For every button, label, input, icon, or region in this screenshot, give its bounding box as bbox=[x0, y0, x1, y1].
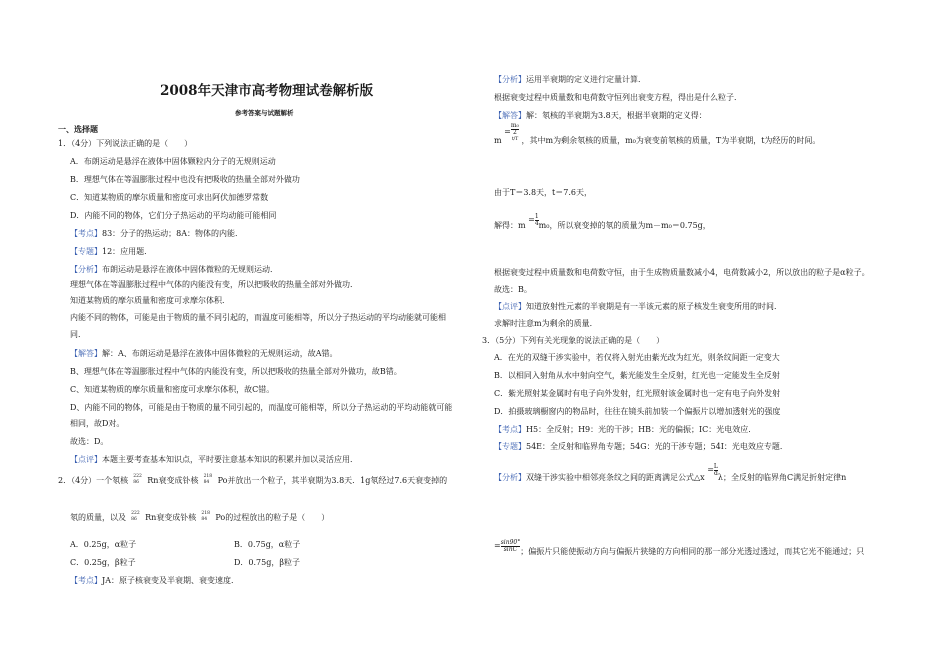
jieda-tag: 【解答】 bbox=[494, 111, 526, 120]
given-values: 由于T＝3.8天，t＝7.6天， bbox=[494, 188, 592, 197]
jieda-text: 解：氡核的半衰期为3.8天，根据半衰期的定义得： bbox=[526, 111, 707, 120]
q1-jieda-line: B、理想气体在等温膨胀过程中气体的内能没有变，所以把吸收的热量全部对外做功，故B错。 bbox=[70, 367, 402, 376]
solve-a: 解得：m bbox=[494, 221, 526, 230]
solve-line bbox=[494, 214, 711, 238]
kaodian-text: JA：原子核衰变及半衰期、衰变速度． bbox=[102, 576, 239, 585]
q2-kaodian bbox=[70, 576, 239, 586]
q3-fenxi bbox=[494, 464, 846, 492]
solve-fraction bbox=[535, 214, 539, 227]
po-symbol: Po bbox=[215, 513, 226, 522]
fraction-numerator: L bbox=[713, 462, 718, 470]
q1-option-c: C．知道某物质的摩尔质量和密度可求出阿伏加德罗常数 bbox=[70, 193, 269, 202]
fraction-numerator: 1 bbox=[534, 212, 539, 220]
spacing-fraction bbox=[714, 464, 718, 477]
q3-option-d: D．拍摄玻璃橱窗内的物品时，往往在镜头前加装一个偏振片以增加透射光的强度 bbox=[494, 407, 781, 416]
solve-b: m₀，所以衰变掉的氡的质量为m－m₀＝0.75g， bbox=[538, 221, 711, 230]
q1-option-d: D．内能不同的物体，它们分子热运动的平均动能可能相同 bbox=[70, 211, 277, 220]
q3-option-b: B．以相同入射角从水中射向空气，紫光能发生全反射，红光也一定能发生全反射 bbox=[494, 371, 780, 380]
q1-jieda-line: 相同，故D对。 bbox=[70, 419, 125, 428]
fraction-denominator bbox=[511, 130, 519, 142]
q2-fenxi-line: 根据衰变过程中质量数和电荷数守恒列出衰变方程，得出是什么粒子． bbox=[494, 93, 742, 102]
q2-option-c: C．0.25g，β粒子 bbox=[70, 558, 136, 567]
q1-fenxi-line: 同． bbox=[70, 330, 86, 339]
rn-symbol: Rn bbox=[145, 513, 157, 522]
rn-mass: 222 bbox=[133, 474, 142, 479]
q3-kaodian bbox=[494, 425, 756, 435]
polonium-nuclide bbox=[201, 513, 215, 523]
zhuanti-text: 54E：全反射和临界角专题；54G：光的干涉专题；54I：光电效应专题． bbox=[526, 442, 788, 451]
zhuanti-tag: 【专题】 bbox=[70, 247, 102, 256]
rn-z: 86 bbox=[133, 480, 140, 485]
kaodian-text: 83：分子的热运动；8A：物体的内能． bbox=[102, 229, 244, 238]
halflife-fraction bbox=[511, 123, 519, 142]
q1-stem: 1．（4分）下列说法正确的是（ ） bbox=[58, 139, 193, 148]
po-symbol: Po bbox=[217, 476, 228, 485]
jieda-text: 解：A、布朗运动是悬浮在液体中固体微粒的无规则运动，故A错。 bbox=[102, 349, 338, 358]
q2-option-a: A．0.25g，α粒子 bbox=[70, 540, 137, 549]
q3-zhuanti bbox=[494, 442, 788, 452]
fenxi-text: 双缝干涉实验中相邻亮条纹之间的距离满足公式△x bbox=[526, 473, 705, 482]
kaodian-tag: 【考点】 bbox=[70, 576, 102, 585]
fenxi-text: 运用半衰期的定义进行定量计算． bbox=[526, 75, 646, 84]
fraction-numerator: m₀ bbox=[510, 121, 519, 129]
rn-z: 86 bbox=[131, 517, 137, 522]
q2-stem-line1 bbox=[58, 476, 447, 486]
fraction-denominator: d bbox=[713, 469, 718, 477]
rn-mass: 222 bbox=[131, 511, 140, 516]
fenxi-eq: = bbox=[707, 465, 714, 474]
dianping-text: 本题主要考查基本知识点，平时要注意基本知识的积累并加以灵活应用． bbox=[102, 455, 358, 464]
fenxi-text: 布朗运动是悬浮在液体中固体微粒的无规则运动． bbox=[102, 265, 278, 274]
po-z: 84 bbox=[203, 480, 210, 485]
fenxi-tag: 【分析】 bbox=[70, 265, 102, 274]
sin-eq: = bbox=[494, 541, 501, 550]
radon-nuclide bbox=[131, 513, 145, 523]
q3-option-a: A．在光的双缝干涉实验中，若仅将入射光由紫光改为红光，则条纹间距一定变大 bbox=[494, 353, 780, 362]
q1-fenxi-line: 理想气体在等温膨胀过程中气体的内能没有变，所以把吸收的热量全部对外做功． bbox=[70, 280, 358, 289]
q1-fenxi-line: 知道某物质的摩尔质量和密度可求摩尔体积． bbox=[70, 296, 230, 305]
formula-text: ，其中m为剩余氡核的质量，m₀为衰变前氡核的质量，T为半衰期，t为经历的时间。 bbox=[521, 136, 821, 145]
q1-jieda bbox=[70, 349, 338, 359]
dianping-text: 知道放射性元素的半衰期是有一半该元素的原子核发生衰变所用的时间． bbox=[526, 302, 782, 311]
fraction-denominator: 4 bbox=[534, 219, 539, 227]
dianping-tag: 【点评】 bbox=[494, 302, 526, 311]
q2-jieda bbox=[494, 111, 707, 121]
q2-choice: 故选：B。 bbox=[494, 285, 532, 294]
q1-fenxi-line: 内能不同的物体，可能是由于物质的量不同引起的，而温度可能相等，所以分子热运动的平均动能就可能相 bbox=[70, 313, 446, 322]
q1-choice: 故选：D。 bbox=[70, 437, 109, 446]
zhuanti-text: 12：应用题． bbox=[102, 247, 153, 256]
section-heading: 一、选择题 bbox=[58, 124, 98, 134]
q1-fenxi bbox=[70, 265, 278, 275]
fraction-numerator: sin90° bbox=[500, 538, 521, 546]
q3-stem: 3．（5分）下列有关光现象的说法正确的是（ ） bbox=[482, 336, 665, 345]
zhuanti-tag: 【专题】 bbox=[494, 442, 526, 451]
q1-jieda-line: D、内能不同的物体，可能是由于物质的量不同引起的，而温度可能相等，所以分子热运动的平均动能就可能 bbox=[70, 403, 453, 412]
q2-dianping-line: 求解时注意m为剩余的质量． bbox=[494, 319, 598, 328]
den-base: 2 bbox=[512, 128, 517, 136]
kaodian-tag: 【考点】 bbox=[494, 425, 526, 434]
jieda-tag: 【解答】 bbox=[70, 349, 102, 358]
page-title: 2008年天津市高考物理试卷解析版 bbox=[160, 83, 374, 99]
q3-sin-line bbox=[494, 538, 865, 563]
fenxi-text-b: λ；全反射的临界角C满足折射定律n bbox=[717, 473, 847, 482]
q2-stem-a: 2．（4分）一个氡核 bbox=[58, 476, 129, 485]
rn-symbol: Rn bbox=[147, 476, 159, 485]
sin-text: ；偏振片只能使振动方向与偏振片狭缝的方向相同的那一部分光透过透过，而其它光不能通过；只 bbox=[520, 547, 865, 556]
q1-kaodian bbox=[70, 229, 243, 239]
po-z: 84 bbox=[201, 517, 208, 522]
fenxi-tag: 【分析】 bbox=[494, 75, 526, 84]
page-subtitle: 参考答案与试题解析 bbox=[235, 109, 294, 117]
polonium-nuclide bbox=[204, 476, 218, 486]
q2-dianping bbox=[494, 302, 782, 312]
q3-option-c: C．紫光照射某金属时有电子向外发射，红光照射该金属时也一定有电子向外发射 bbox=[494, 389, 781, 398]
fenxi-tag: 【分析】 bbox=[494, 473, 526, 482]
q2-fenxi bbox=[494, 75, 646, 85]
q2-stem-b: 衰变成钋核 bbox=[158, 476, 199, 485]
halflife-formula bbox=[494, 121, 821, 154]
po-mass: 218 bbox=[203, 474, 213, 479]
q2-stem-c: 并放出一个粒子，其半衰期为3.8天．1g氡经过7.6天衰变掉的 bbox=[227, 476, 448, 485]
den-exponent: t/T bbox=[511, 135, 518, 142]
kaodian-tag: 【考点】 bbox=[70, 229, 102, 238]
radon-nuclide bbox=[133, 476, 147, 486]
q2-stem2-b: 衰变成钋核 bbox=[156, 513, 197, 522]
q1-zhuanti bbox=[70, 247, 152, 257]
formula-m: m bbox=[494, 136, 502, 145]
q2-option-d: D．0.75g，β粒子 bbox=[234, 558, 300, 567]
dianping-tag: 【点评】 bbox=[70, 455, 102, 464]
formula-eq: = bbox=[504, 127, 511, 136]
conservation-line: 根据衰变过程中质量数和电荷数守恒，由于生成物质量数减小4，电荷数减小2，所以放出的粒子是α粒子。 bbox=[494, 268, 870, 277]
q1-jieda-line: C、知道某物质的摩尔质量和密度可求摩尔体积，故C错。 bbox=[70, 385, 275, 394]
q2-stem-line2 bbox=[70, 513, 329, 523]
q2-option-b: B．0.75g，α粒子 bbox=[234, 540, 301, 549]
fraction-denominator: sinC bbox=[503, 545, 518, 553]
po-mass: 218 bbox=[201, 511, 210, 516]
q1-option-b: B．理想气体在等温膨胀过程中也没有把吸收的热量全部对外做功 bbox=[70, 175, 300, 184]
q2-stem2-a: 氡的质量，以及 bbox=[70, 513, 126, 522]
q2-stem2-c: 的过程放出的粒子是（ ） bbox=[225, 513, 330, 522]
solve-eq: = bbox=[528, 215, 535, 224]
sin-fraction bbox=[501, 540, 521, 553]
q1-option-a: A．布朗运动是悬浮在液体中固体颗粒内分子的无规则运动 bbox=[70, 157, 276, 166]
q1-dianping bbox=[70, 455, 358, 465]
kaodian-text: H5：全反射；H9：光的干涉；HB：光的偏振；IC：光电效应． bbox=[526, 425, 757, 434]
